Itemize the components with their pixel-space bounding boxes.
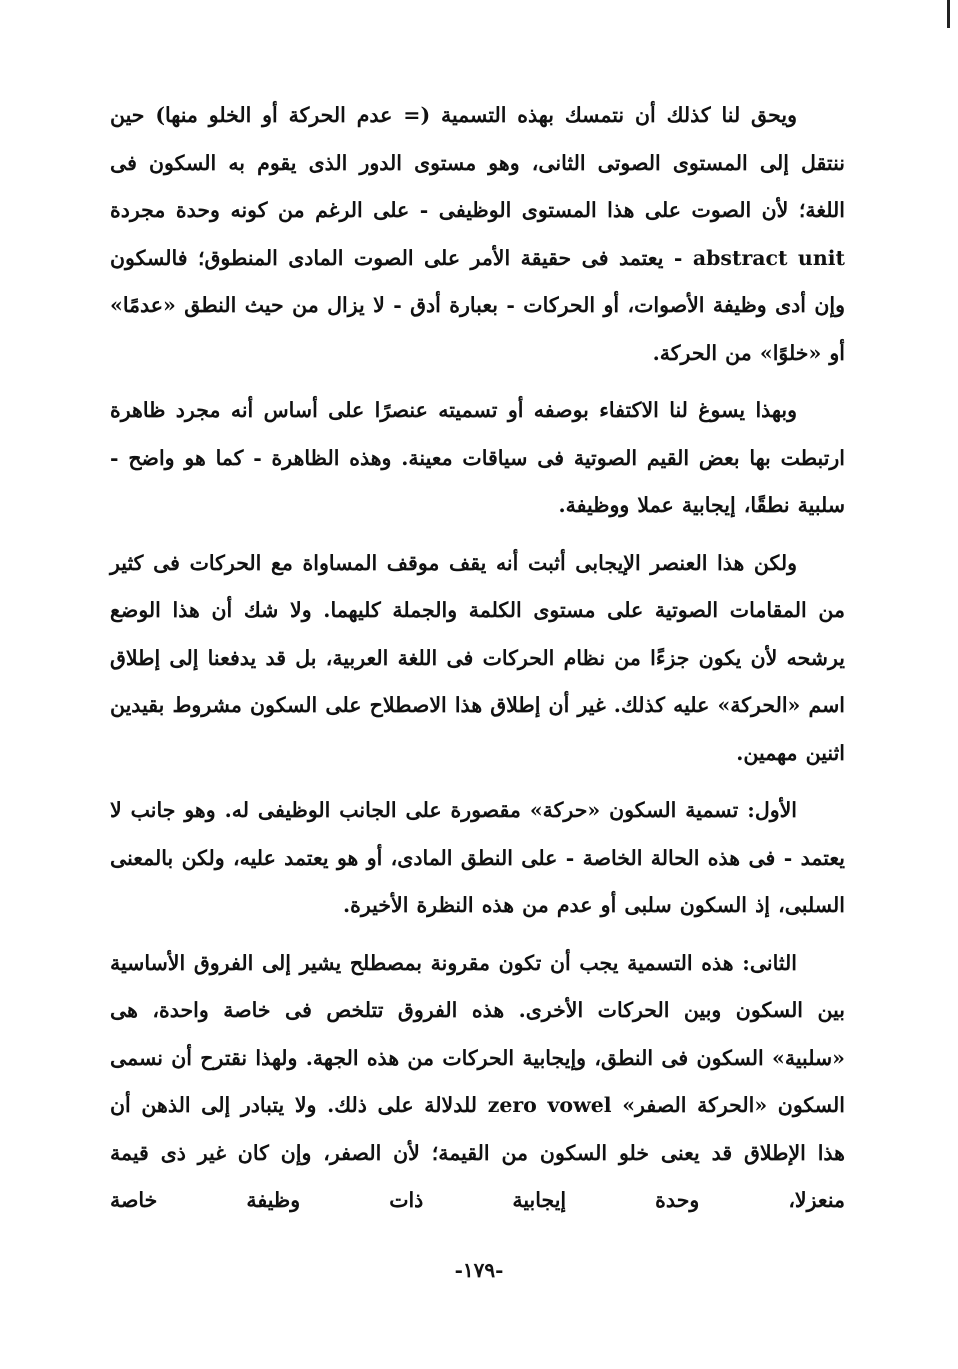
paragraph-4-lead: الأول: bbox=[747, 798, 797, 822]
paragraph-5 bbox=[110, 940, 845, 1225]
body-text bbox=[110, 92, 845, 1235]
scan-edge-mark bbox=[947, 0, 950, 28]
paragraph-1: ويحق لنا كذلك أن نتمسك بهذه التسمية (= عدم الحركة أو الخلو منها) حين ننتقل إلى المستوى الصوتى الثانى، وهو مستوى الدور الذى يقوم به السكون فى اللغة؛ لأن الصوت على هذا المستوى الوظيفى - على الرغم من كونه وحدة مجردة abstract unit - يعتمد فى حقيقة الأمر على الصوت المادى المنطوق؛ فالسكون وإن أدى وظيفة الأصوات، أو الحركات - بعبارة أدق - لا يزال من حيث النطق «عدمًا» أو «خلوًا» من الحركة. bbox=[110, 103, 845, 365]
paragraph-4-body: تسمية السكون «حركة» مقصورة على الجانب الوظيفى له. وهو جانب لا يعتمد - فى هذه الحالة الخاصة - على النطق المادى، أو هو يعتمد عليه، ولكن بالمعنى السلبى، إذ السكون سلبى أو عدم من هذه النظرة الأخيرة. bbox=[110, 798, 845, 917]
paragraph-2: وبهذا يسوغ لنا الاكتفاء بوصفه أو تسميته عنصرًا على أساس أنه مجرد ظاهرة ارتبطت بها بعض القيم الصوتية فى سياقات معينة. وهذه الظاهرة - كما هو واضح - سلبية نطقًا، إيجابية عملا ووظيفة. bbox=[110, 398, 845, 517]
paragraph-5-lead: الثانى: bbox=[742, 950, 797, 975]
paragraph-3: ولكن هذا العنصر الإيجابى أثبت أنه يقف موقف المساواة مع الحركات فى كثير من المقامات الصوتية على مستوى الكلمة والجملة كليهما. ولا شك أن هذا الوضع يرشحه لأن يكون جزءًا من نظام الحركات فى اللغة العربية، بل قد يدفعنا إلى إطلاق اسم «الحركة» عليه كذلك. غير أن إطلاق هذا الاصطلاح على السكون مشروط بقيدين اثنين مهمين. bbox=[110, 550, 845, 765]
paragraph-5-body: هذه التسمية يجب أن تكون مقرونة بمصطلح يشير إلى الفروق الأساسية بين السكون وبين الحركات الأخرى. هذه الفروق تتلخص فى خاصة واحدة، هى «سلبية» السكون فى النطق، وإيجابية الحركات من هذه الجهة. ولهذا نقترح أن نسمى السكون «الحركة الصفر» zero vowel للدلالة على ذلك. ولا يتبادر إلى الذهن أن هذا الإطلاق قد يعنى خلو السكون من القيمة؛ لأن الصفر، وإن كان غير ذى قيمة منعزلا، وحدة إيجابية ذات وظيفة خاصة bbox=[110, 950, 845, 1212]
paragraph-4 bbox=[110, 787, 845, 930]
page-number: -١٧٩- bbox=[454, 1258, 504, 1282]
